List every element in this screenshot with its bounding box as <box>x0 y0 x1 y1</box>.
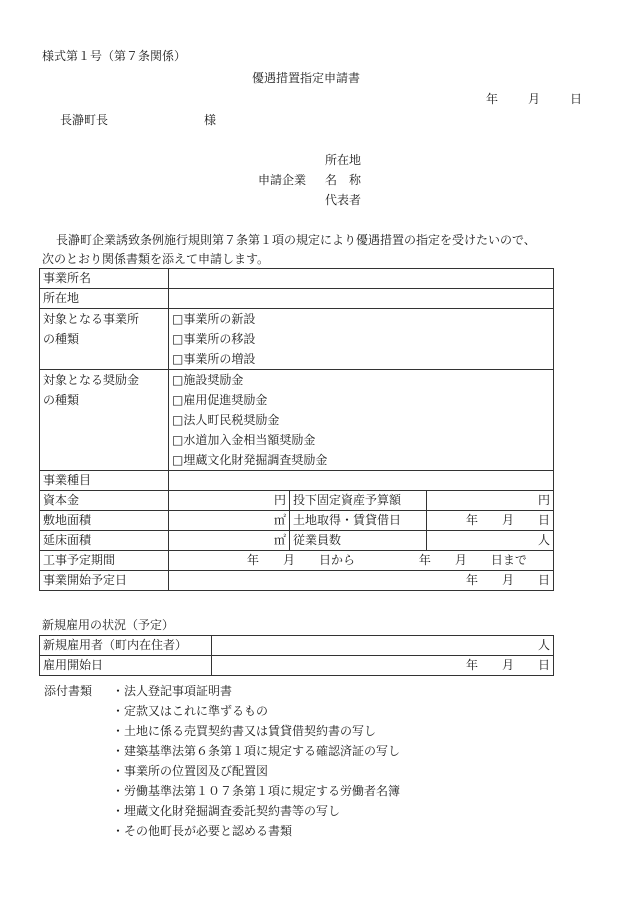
business-name-label: 事業所名 <box>40 269 169 289</box>
target-office-options <box>169 309 554 370</box>
date-day: 日 <box>570 92 583 106</box>
attachments-label: 添付書類 <box>44 684 93 698</box>
business-type-label: 事業種目 <box>40 471 169 491</box>
land-acq-label: 土地取得・賃貸借日 <box>290 511 427 531</box>
checkbox-option[interactable]: □雇用促進奨励金 <box>172 393 268 407</box>
start-date-field[interactable] <box>169 571 554 591</box>
addressee: 長瀞町長 <box>60 113 109 127</box>
location-field[interactable] <box>169 289 554 309</box>
applicant-address-label: 所在地 <box>325 153 362 167</box>
land-acq-field[interactable] <box>427 511 554 531</box>
hire-start-value: 年 月 日 <box>465 658 550 672</box>
investment-label: 投下固定資産予算額 <box>290 491 427 511</box>
business-name-field[interactable] <box>169 269 554 289</box>
investment-field[interactable] <box>427 491 554 511</box>
investment-unit: 円 <box>538 493 551 507</box>
hiring-section-title: 新規雇用の状況（予定） <box>42 618 175 632</box>
intro-line-2: 次のとおり関係書類を添えて申請します。 <box>42 252 270 266</box>
checkbox-option[interactable]: □事業所の増設 <box>172 352 256 366</box>
start-date-value: 年 月 日 <box>466 573 551 587</box>
attachment-item: ・土地に係る売買契約書又は賃貸借契約書の写し <box>112 724 377 738</box>
site-area-unit: ㎡ <box>273 513 286 527</box>
applicant-name-label: 名 称 <box>325 173 362 187</box>
floor-area-field[interactable] <box>169 531 290 551</box>
capital-label: 資本金 <box>40 491 169 511</box>
floor-area-label: 延床面積 <box>40 531 169 551</box>
site-area-field[interactable] <box>169 511 290 531</box>
attachment-item: ・定款又はこれに準ずるもの <box>112 704 269 718</box>
capital-unit: 円 <box>273 493 286 507</box>
checkbox-option[interactable]: □埋蔵文化財発掘調査奨励金 <box>172 453 328 467</box>
site-area-label: 敷地面積 <box>40 511 169 531</box>
construction-period-field[interactable] <box>169 551 554 571</box>
target-office-label: 対象となる事業所 の種類 <box>40 309 169 370</box>
hire-start-field[interactable] <box>212 656 554 676</box>
hiring-table <box>39 635 554 676</box>
attachment-item: ・埋蔵文化財発掘調査委託契約書等の写し <box>112 804 341 818</box>
construction-to: 年 月 日まで <box>418 553 527 567</box>
target-incentive-label: 対象となる奨励金 の種類 <box>40 370 169 471</box>
intro-line-1: 長瀞町企業誘致条例施行規則第７条第１項の規定により優遇措置の指定を受けたいので、 <box>56 233 536 247</box>
checkbox-option[interactable]: □法人町民税奨励金 <box>172 413 280 427</box>
employees-field[interactable] <box>427 531 554 551</box>
checkbox-option[interactable]: □施設奨励金 <box>172 373 244 387</box>
employees-label: 従業員数 <box>290 531 427 551</box>
date-month: 月 <box>528 92 541 106</box>
checkbox-option[interactable]: □事業所の移設 <box>172 332 256 346</box>
construction-from: 年 月 日から <box>247 553 356 567</box>
new-hires-field[interactable] <box>212 636 554 656</box>
employees-unit: 人 <box>538 533 551 547</box>
capital-field[interactable] <box>169 491 290 511</box>
new-hires-unit: 人 <box>537 638 550 652</box>
land-acq-date: 年 月 日 <box>466 513 551 527</box>
attachment-item: ・その他町長が必要と認める書類 <box>112 824 293 838</box>
attachment-item: ・建築基準法第６条第１項に規定する確認済証の写し <box>112 744 401 758</box>
start-date-label: 事業開始予定日 <box>40 571 169 591</box>
attachment-item: ・事業所の位置図及び配置図 <box>112 764 269 778</box>
construction-period-label: 工事予定期間 <box>40 551 169 571</box>
floor-area-unit: ㎡ <box>273 533 286 547</box>
checkbox-option[interactable]: □水道加入金相当額奨励金 <box>172 433 316 447</box>
business-type-field[interactable] <box>169 471 554 491</box>
attachment-item: ・労働基準法第１０７条第１項に規定する労働者名簿 <box>112 784 401 798</box>
attachment-item: ・法人登記事項証明書 <box>112 684 233 698</box>
form-number: 様式第１号（第７条関係） <box>42 49 187 63</box>
location-label: 所在地 <box>40 289 169 309</box>
date-year: 年 <box>486 92 499 106</box>
target-incentive-options <box>169 370 554 471</box>
main-table <box>39 268 554 591</box>
hire-start-label: 雇用開始日 <box>40 656 212 676</box>
checkbox-option[interactable]: □事業所の新設 <box>172 312 256 326</box>
document-title: 優遇措置指定申請書 <box>252 71 361 85</box>
applicant-label: 申請企業 <box>258 173 307 187</box>
applicant-representative-label: 代表者 <box>325 193 362 207</box>
honorific: 様 <box>204 113 217 127</box>
new-hires-label: 新規雇用者（町内在住者） <box>40 636 212 656</box>
